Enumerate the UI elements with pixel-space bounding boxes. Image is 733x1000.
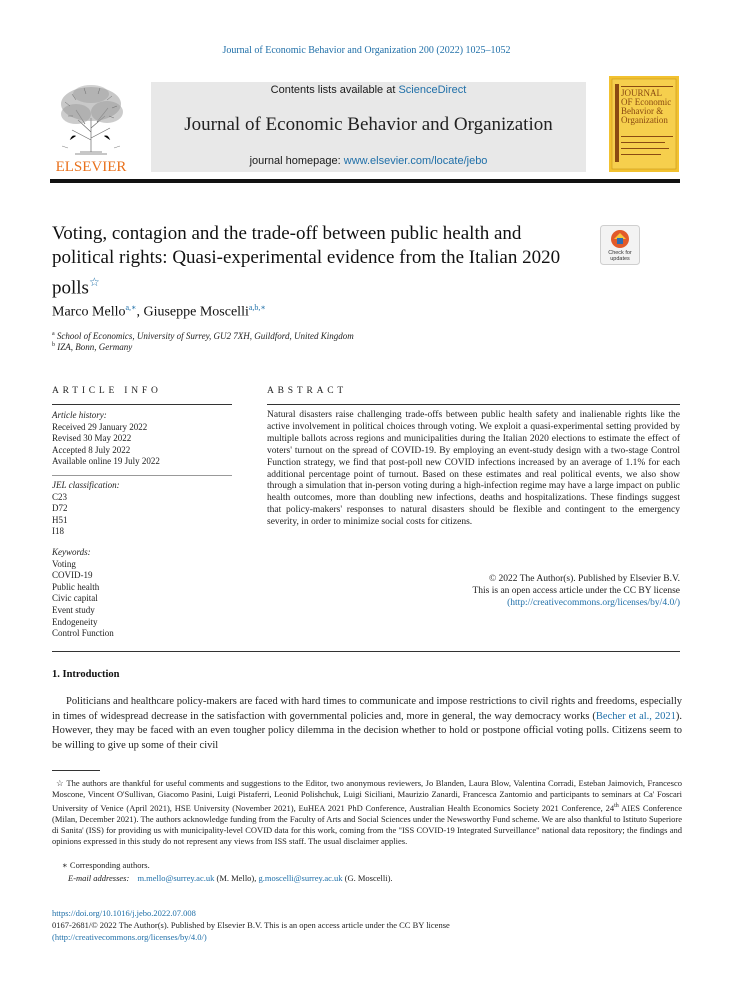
info-divider [52, 475, 232, 476]
check-updates-label: Check for updates [608, 250, 632, 262]
affiliation-a: $^a$ School of Economics, University of Surrey, GU2 7XH, Guildford, United Kingdom [52, 331, 354, 341]
copyright-notice: © 2022 The Author(s). Published by Elsevier B.V. This is an open access article under the CC BY license (http://creativecommons.org/licenses/by/4.0/) [472, 574, 680, 609]
header-rule [50, 179, 680, 183]
check-for-updates-button[interactable] [600, 225, 640, 265]
footnote-star: ☆ [56, 778, 65, 788]
keyword: Civic capital [52, 593, 98, 604]
abstract-rule [267, 404, 680, 405]
article-info-rule [52, 404, 232, 405]
introduction-paragraph: Politicians and healthcare policy-makers are faced with hard times to communicate and impose restrictions to civil rights and freedoms, especially in times of widespread decrease in the satisfaction with governmental policies and, more in general, the way democracy works (Becher et al., 2021). However, they may be faced with an even tougher policy dilemma in the decision whether to hold or postpone official voting polls. Citizens seem to be willing to give up some of their civil [52, 696, 682, 751]
history-online: Available online 19 July 2022 [52, 456, 160, 467]
author-affiliation-marks[interactable]: a,∗ [125, 303, 137, 312]
author-affiliation-marks[interactable]: a,b,∗ [248, 303, 266, 312]
journal-cover-icon [609, 76, 679, 172]
jel-code: D72 [52, 503, 68, 514]
author-name: Marco Mello [52, 304, 126, 320]
footnote-rule [52, 770, 100, 771]
doi-block [52, 908, 450, 943]
title-footnote-star[interactable]: ☆ [88, 275, 100, 289]
section-heading-introduction: 1. Introduction [52, 669, 120, 680]
author-list: Marco Mello$^{a,∗}$, Giuseppe Moscelli$^{a,b,∗}$ [52, 303, 266, 320]
acknowledgement-footnote: ☆ The authors are thankful for useful comments and suggestions to the Editor, two anonymous reviewers, Jo Blanden, Laura Blow, Valentina Corradi, Esteban Jaimovich, Francesco Moscone, Vincent O'Sullivan, Giacomo Pasini, Luigi Pistaferri, Leonid Polishchuk, Luigi Siciliani, Maurizio Zanardi, Francesca Zantomio and participants to seminars at Ca' Foscari University of Venice (April 2021), HSE University (November 2021), EuHEA 2021 PhD Conference, Australian Health Economics Society 2021 Conference, 24th AIES Conference (Milan, December 2021). The authors acknowledge funding from the Faculty of Arts and Social Sciences under the Newsworthy Fund scheme. We are also thankful to Istituto Superiore di Sanita' (ISS) for providing us with municipality-level COVID data for this work, coming from the "ISS COVID-19 Integrated Surveillance" national data repository; the findings and opinions expressed in this study do not represent any views from ISS staff. The usual disclaimer applies. [52, 778, 683, 847]
keyword: Public health [52, 581, 100, 592]
masthead [151, 82, 586, 172]
article-info-heading: ARTICLE INFO [52, 386, 162, 396]
issn-license-line: 0167-2681/© 2022 The Author(s). Published by Elsevier B.V. This is an open access article under the CC BY license [52, 919, 450, 930]
keyword: Endogeneity [52, 616, 98, 627]
contents-line: Contents lists available at ScienceDirect [270, 84, 467, 96]
history-accepted: Accepted 8 July 2022 [52, 444, 131, 455]
journal-cover-title: JOURNAL OF Economic Behavior & Organization [621, 89, 672, 125]
jel-code: C23 [52, 491, 68, 502]
author-name: Giuseppe Moscelli [143, 304, 249, 320]
keywords: Keywords: Voting COVID-19 Public health Civic capital Event study Endogeneity Control Function [52, 547, 114, 639]
elsevier-logo [50, 80, 132, 174]
keyword: Voting [52, 558, 76, 569]
history-received: Received 29 January 2022 [52, 421, 148, 432]
jel-code: I18 [52, 526, 64, 537]
affiliation-b: $^b$ IZA, Bonn, Germany [52, 342, 133, 352]
journal-cover-image [609, 76, 679, 172]
abstract-heading: ABSTRACT [267, 386, 348, 396]
license-link-footer[interactable]: (http://creativecommons.org/licenses/by/4.0/) [52, 931, 207, 942]
journal-citation[interactable]: Journal of Economic Behavior and Organization 200 (2022) 1025–1052 [222, 45, 511, 56]
citation-link[interactable]: Becher et al., 2021 [595, 710, 676, 722]
email-link-moscelli[interactable]: g.moscelli@surrey.ac.uk [258, 873, 343, 883]
email-link-mello[interactable]: m.mello@surrey.ac.uk [137, 873, 215, 883]
elsevier-wordmark: ELSEVIER [55, 159, 127, 174]
front-matter-rule [52, 651, 680, 652]
journal-homepage-link[interactable]: www.elsevier.com/locate/jebo [343, 155, 488, 167]
jel-classification: JEL classification: C23 D72 H51 I18 [52, 480, 120, 537]
check-updates-icon [600, 225, 640, 265]
article-history: Article history: Received 29 January 2022 Revised 30 May 2022 Accepted 8 July 2022 Available online 19 July 2022 [52, 410, 160, 467]
article-title: Voting, contagion and the trade-off between public health and political rights: Quasi-experimental evidence from the Italian 2020 polls☆ [52, 223, 561, 299]
jel-code: H51 [52, 514, 68, 525]
journal-homepage-line: journal homepage: www.elsevier.com/locate/jebo [249, 155, 488, 167]
journal-title: Journal of Economic Behavior and Organization [184, 114, 553, 135]
keyword: Control Function [52, 628, 114, 639]
license-link[interactable]: (http://creativecommons.org/licenses/by/4.0/) [507, 598, 680, 609]
doi-link[interactable]: https://doi.org/10.1016/j.jebo.2022.07.008 [52, 908, 196, 918]
corresponding-authors-note: ∗ Corresponding authors. [62, 860, 150, 870]
keyword: Event study [52, 604, 95, 615]
history-revised: Revised 30 May 2022 [52, 433, 132, 444]
email-addresses: E-mail addresses: m.mello@surrey.ac.uk (M. Mello), g.moscelli@surrey.ac.uk (G. Moscelli). [68, 873, 393, 883]
elsevier-tree-icon [50, 80, 132, 174]
sciencedirect-link[interactable]: ScienceDirect [398, 84, 467, 96]
keyword: COVID-19 [52, 570, 93, 581]
abstract-text: Natural disasters raise challenging trade-offs between public health safety and inalienable rights like the active involvement in political choices through voting. We exploit a quasi-experimental setting provided by multiple ballots across regions and municipalities during the Italian 2020 elections to estimate the effect of voters' turnout on the spread of COVID-19. By employing an event-study design with a two-stage Control Function strategy, we find that post-poll new COVID infections increased by an average of 1.1% for each additional percentage point of turnout. Based on these estimates and real political events, we also show through a simulation that in-person voting during a high-infection regime may have a large impact on public health outcomes, more than doubling new infections, deaths and hospitalizations. These findings suggest that policy-makers' responses to natural disasters should be flexible and contingent to the emergency severity, in order to minimize social costs for citizens. [267, 410, 680, 528]
